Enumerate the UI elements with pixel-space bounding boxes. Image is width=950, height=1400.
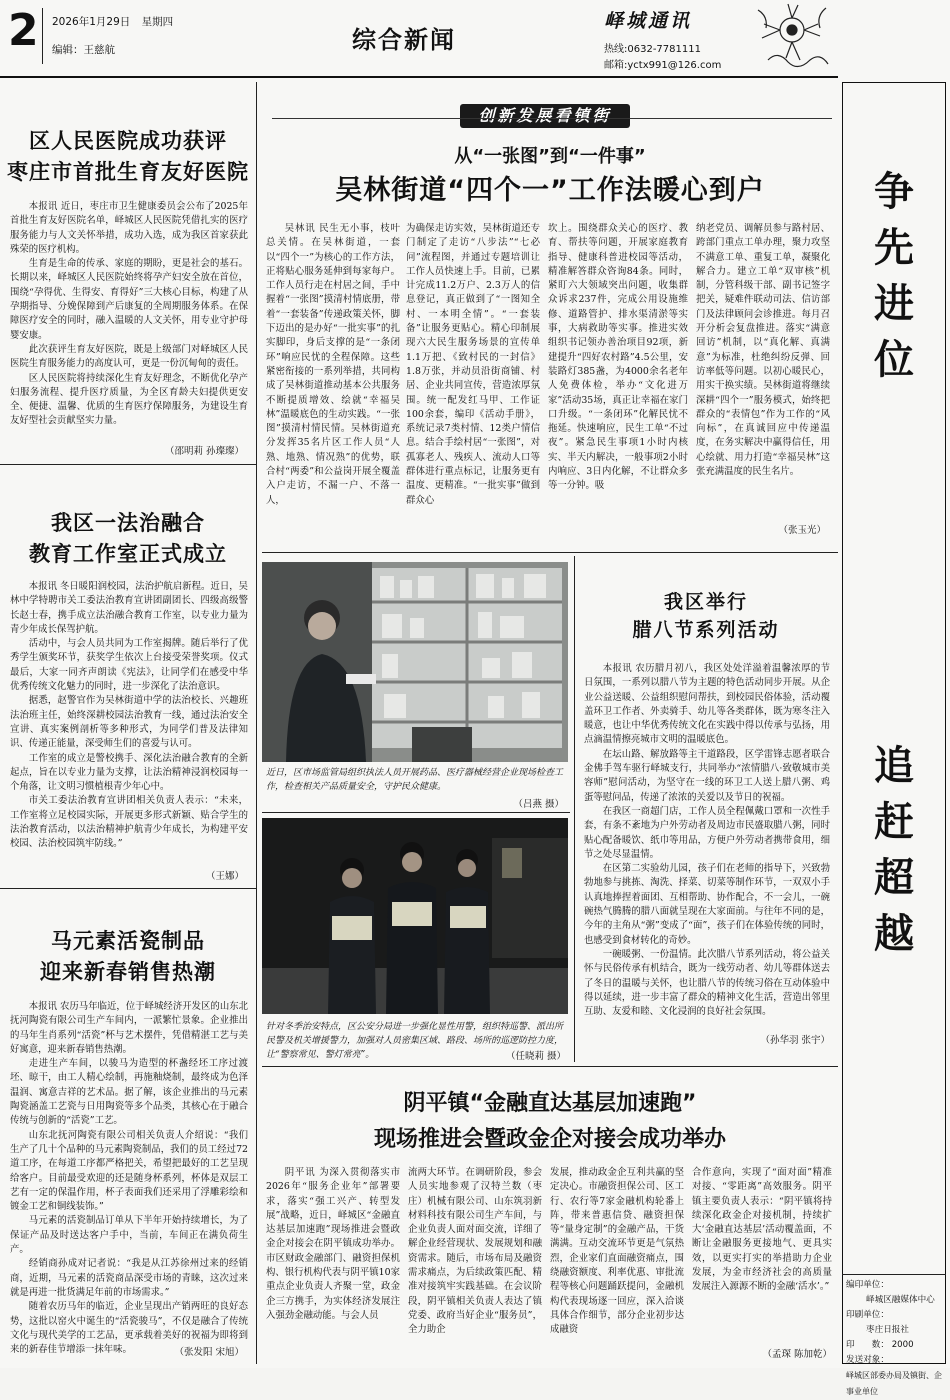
flower-ornament	[748, 0, 834, 74]
info-value-editor: 峄城区融媒体中心	[866, 1295, 935, 1305]
article2-para5: 市关工委法治教育宣讲团相关负责人表示：“未来，工作室将立足校园实际，开展更多形式新颖、贴合学生的法治教育活动，以法治精神护航青少年成长，为构建平安校园、法治校园筑牢防线。”	[10, 795, 248, 850]
page-number: 2	[8, 5, 39, 56]
article3-para1: 本报讯 农历马年临近，位于峄城经济开发区的山东北抚河陶瓷有限公司生产车间内，一派繁忙景象。企业推出的马年生肖系列“活瓷”杯与艺术摆件，凭借精湛工艺与美好寓意，迎来新春销售热潮。	[10, 1001, 248, 1055]
banner-tag	[460, 104, 630, 128]
labaji-body	[584, 662, 830, 1018]
date-text: 2026年1月29日	[52, 16, 131, 28]
photo-police-patrol	[262, 818, 568, 1014]
labaji-title-line1: 我区举行	[663, 591, 748, 613]
editor-label: 编辑：王慈航	[52, 44, 115, 56]
article2-title	[6, 508, 250, 570]
info-rule	[842, 1274, 946, 1275]
info-value-printer: 枣庄日报社	[866, 1325, 909, 1335]
feature-byline: （张玉光）	[778, 525, 826, 536]
slogan-char-7: 超	[874, 855, 914, 901]
article3-title	[6, 926, 250, 988]
article1-para4: 区人民医院将持续深化生育友好理念，不断优化孕产妇服务流程、提升医疗质量，为全区育龄夫妇提供更安全、便捷、温馨、优质的生育医疗保障服务，为建设生育友好型社会贡献坚实力量。	[10, 372, 248, 427]
article1-rule	[0, 464, 256, 465]
photo1-rule	[262, 812, 570, 813]
labaji-title	[580, 588, 832, 644]
article1-para2: 生育是生命的传承、家庭的期盼，更是社会的基石。长期以来，峄城区人民医院始终将孕产妇安全放在首位，围绕“孕得优、生得安、育得好”三大核心目标，构建了从孕期指导、分娩保障到产后康复的全周期服务体系。在保障医疗安全的同时，融入温暖的人文关怀，用专业守护母婴安康。	[10, 258, 248, 341]
info-value-copies: 2000	[891, 1340, 914, 1350]
article2-para1: 本报讯 冬日暖阳润校园，法治护航启新程。近日，吴林中学特聘市关工委法治教育宣讲团副团长、四级高级警长赵士春，携手成立法治融合教育工作室，以专业力量为青少年成长保驾护航。	[10, 581, 248, 635]
labaji-para1: 本报讯 农历腊月初八，我区处处洋溢着温馨浓厚的节日氛围，一系列以腊八节为主题的特色活动同步开展。从企业公益送暖、公益组织慰问帮扶，到校园民俗体验，活动覆盖环卫工作者、外卖骑手、幼儿等各类群体，既为寒冬注入暖意，也让中华优秀传统文化在实践中得以传承与弘扬，用点滴温情擦亮城市文明的温暖底色。	[584, 663, 830, 746]
yinping-title-line2: 现场推进会暨政金企对接会成功举办	[373, 1127, 726, 1152]
article2-title-line2: 教育工作室正式成立	[29, 542, 227, 566]
photo1-caption	[266, 766, 566, 796]
slogan-char-1: 争	[874, 169, 914, 215]
email: 邮箱:yctx991@126.com	[604, 60, 722, 71]
feature-title: 吴林街道“四个一”工作法暖心到户	[335, 175, 765, 206]
labaji-byline: （孙华羽 张宇）	[760, 1035, 830, 1046]
labaji-para5: 一碗暖粥、一份温情。此次腊八节系列活动，将公益关怀与民俗传承有机结合，既为一线劳动者、幼儿等群体送去了冬日的温暖与关怀，也让腊八节的传统习俗在互动体验中得以延续，进一步丰富了群众的精神文化生活，营造出邻里互助、友爱和睦、文化浸润的良好社会氛围。	[584, 948, 830, 1018]
photo1-credit: （吕燕 摄）	[513, 799, 564, 810]
article3-para6: 随着农历马年的临近，企业呈现出产销两旺的良好态势，这批以窑火中诞生的“活瓷骏马”，不仅是融合了传统文化与现代美学的工艺品，更承载着美好的祝福为即将到来的新春佳节增添一抹年味。	[10, 1301, 248, 1356]
feature-col2: 为确保走访实效，吴林街道还专门制定了走访“八步法”“七必问”流程图，并通过专题培训让工作人员快速上手。目前，已累计完成11.2万户、2.3万人的信息登记，真正做到了“一图知全村、一本明全情”。“一套装备”让服务更贴心。精心印制展现六大民生服务场景的宣传单1.1万把、《致村民的一封信》1.8万张，并动员沿街商铺、村居、企业共同宣传，营造浓厚氛围。统一配发红马甲、工作证100余套，编印《活动手册》，系统记录7类村情、12类户情信息。结合手绘村居“一张图”，对孤寡老人、残疾人、流动人口等群体进行重点标记，让服务更有温度、更精准。“一批实事”做到群众心	[406, 223, 540, 506]
weekday-text: 星期四	[141, 16, 174, 28]
article2-rule	[0, 888, 256, 889]
photo-column-rule	[574, 556, 575, 1062]
banner-rule	[272, 118, 832, 119]
hotline: 热线:0632-7781111	[604, 44, 701, 55]
yinping-col2: 流两大环节。在调研阶段，参会人员实地参观了汉特兰数（枣庄）机械有限公司、山东筑羽新材料科技有限公司生产车间，与企业负责人面对面交流，详细了解企业经营现状、发展规划和融资需求。随后，市场布局及融资需求痛点，为后续政策匹配、精准对接筑牢实践基础。在会议阶段，阴平镇相关负责人表达了镇党委、政府当好企业“服务员”，全力助企	[408, 1167, 542, 1336]
labaji-title-line2: 腊八节系列活动	[632, 619, 780, 641]
slogan-group1	[842, 164, 946, 388]
info-label-recipients: 发送对象：	[846, 1355, 889, 1365]
info-row-editor	[846, 1278, 944, 1308]
article3-title-line2: 迎来新春销售热潮	[40, 960, 216, 984]
banner-tag-text: 创新发展看镇街	[478, 106, 612, 125]
article1-body	[10, 200, 248, 436]
publisher-info	[846, 1278, 944, 1400]
section-title: 综合新闻	[352, 26, 456, 54]
article2-title-line1: 我区一法治融合	[51, 511, 205, 535]
labaji-para4: 在区第二实验幼儿园，孩子们在老师的指导下，兴致勃勃地参与挑拣、淘洗、择菜、切菜等制作环节，一双双小手认真地捧捏着面团、互相帮助、协作配合，不一会儿，一碗碗热气腾腾的腊八面就呈现在大家面前。与往年不同的是，今年的主角从“粥”变成了“面”，孩子们在体验传统的同时，也感受到食材转化的奇妙。	[584, 863, 830, 946]
feature-col3: 坎上。围绕群众关心的医疗、教育、帮扶等问题，开展家庭教育指导、健康科普进校园等活动，精准解答群众咨询84条。同时，紧盯六大领域突出问题，收集群众诉求237件，完成公用设施维修、道路管护、排水渠清淤等实事，大病救助等实事。推进实效组织书记领办善治项目92项，新建提升“四好农村路”4.5公里，安装路灯385盏，为4000余名老年人免费体检，举办“文化进万家”活动35场，真正让幸福在家门口升级。“一条闭环”化解民忧不拖延。快速响应，民生工单“不过夜”。紧急民生事项1小时内核实、半天内解决，一般事项2小时内响应、3日内化解，不让群众多等一分钟。吸	[548, 223, 688, 492]
slogan-char-5: 追	[874, 743, 914, 789]
photo2-caption-text: 针对冬季治安特点，区公安分局进一步强化显性用警，组织特巡警、派出所民警及机关增援警力，加强对人员密集区域、路段、场所的巡逻防控力度，让“警察常见、警灯常亮”。	[266, 1022, 564, 1060]
photo-pharmacy-inspection	[262, 562, 568, 762]
article3-byline: （张发阳 宋旭）	[174, 1347, 244, 1358]
article1-title	[6, 126, 250, 188]
masthead-divider	[42, 8, 43, 64]
info-value-recipients: 峄城区部委办局及镇街、企事业单位	[846, 1371, 942, 1396]
masthead-rule	[0, 76, 838, 78]
yinping-col4: 合作意向，实现了“面对面”精准对接、“零距离”高效服务。阴平镇主要负责人表示：“阴平镇将持续深化政金企对接机制，持续扩大‘金融直达基层’活动覆盖面，不断让金融服务更接地气、更具实效，以更实打实的举措助力企业发展，为金市经济社会的高质量发展注入源源不断的金融‘活水’。”	[692, 1167, 832, 1293]
article2-byline: （王娜）	[205, 871, 244, 882]
feature-col4: 纳老党员、调解员参与路村居、跨部门重点工单办理，聚力攻坚不满意工单、重复工单，凝聚化解合力。建立工单“双审核”机制，分管科级干部、副书记签字把关，疑难件联动司法、信访部门及法律顾问会诊推进。每月召开分析会复盘推进。落实“满意回访”机制，以“真化解、真满意”为标准，杜绝纠纷反弹、回访率低等问题。以初心暖民心，用实干换实绩。吴林街道将继续深耕“四个一”服务模式，始终把群众的“表情包”作为工作的“风向标”，在真诚回应中传递温度，在务实解决中赢得信任，用心绘就、用力打造“幸福吴林”这张充满温度的民生名片。	[696, 223, 830, 478]
yinping-col3: 发展，推动政金企互利共赢的坚定决心。市融资担保公司、区工行、农行等7家金融机构轮番上阵，带来普惠信贷、融资担保等“量身定制”的金融产品，干货满满。互动交流环节更是气氛热烈，企业家们直面融资痛点，围绕融资额度、利率优惠、审批流程等核心问题踊跃提问，金融机构代表现场逐一回应，深入洽谈具体合作细节，部分企业初步达成融资	[550, 1167, 684, 1336]
article2-para3: 据悉，赵警官作为吴林街道中学的法治校长、兴趣班法治班主任，始终深耕校园法治教育一线，通过法治安全宣讲、真实案例剖析等多种形式，为同学们普及法律知识、传递正能量，深受师生们的喜爱与认可。	[10, 695, 248, 750]
yinping-col1: 阴平讯 为深入贯彻落实市2026年“服务企业年”部署要求，落实“强工兴产、转型发展”战略，近日，峄城区“金融直达基层加速跑”现场推进会暨政金企对接会在阴平镇成功举办。市区财政金融部门、融资担保机构、银行机构代表与阴平镇10家重点企业负责人齐聚一堂，政金企三方携手，为实体经济发展注入强劲金融动能。与会人员	[266, 1167, 400, 1321]
article3-para5: 经销商孙成对记者说：“我是从江苏徐州过来的经销商，近期，马元素的活瓷商品深受市场的青睐，这次过来就是再进一批货满足年前的市场需求。”	[10, 1258, 248, 1298]
info-row-printer	[846, 1308, 944, 1338]
feature-rule	[262, 552, 838, 553]
issue-date	[52, 14, 173, 29]
yinping-byline: （孟琛 陈加乾）	[762, 1349, 832, 1360]
yinping-title	[262, 1086, 838, 1158]
slogan-char-3: 进	[874, 281, 914, 327]
info-label-printer: 印刷单位：	[846, 1310, 889, 1320]
article2-para4: 工作室的成立是警校携手、深化法治融合教育的全新起点，旨在以专业力量为支撑，让法治精神浸润校园每一个角落，让文明习惯植根青少年心中。	[10, 752, 248, 793]
slogan-char-4: 位	[874, 337, 914, 383]
labaji-para3: 在我区一商超门店，工作人员全程佩戴口罩和一次性手套，有条不紊地为户外劳动者及周边市民盛取腊八粥，同时贴心配备暖饮、纸巾等用品，方便户外劳动者携带食用，细节之处尽显温情。	[584, 805, 830, 860]
feature-col1: 吴林讯 民生无小事，枝叶总关情。在吴林街道，一套以“四个一”为核心的工作方法，正将贴心服务延伸到每家每户。工作人员行走在村居之间，手中握着“一张图”摸清村情底册，带着“一套装备”传递政策关怀，脚下迈出的是办好“一批实事”的扎实脚印，身后支撑的是“一条闭环”响应民忧的全程保障。这些紧密衔接的一系列举措，共同构成了吴林街道推动基本公共服务不断提质增效、绘就“幸福吴林”温暖底色的生动实践。“一张图”摸清村情民情。吴林街道充分发挥35名片区工作人员“人熟、地熟、情况熟”的优势，联合村“两委”和公益岗开展全覆盖入户走访，不漏一户、不落一人，	[266, 223, 400, 506]
labaji-para2: 在坛山路、解放路等主干道路段，区学雷锋志愿者联合金佛手驾车驱行峄城支行，共同举办“浓情腊八·致敬城市美容师”慰问活动，为坚守在一线的环卫工人送上腊八粥、鸡蛋等慰问品，传递了浓浓的关爱以及节日的祝福。	[584, 748, 830, 803]
info-label-copies: 印 数：	[846, 1340, 889, 1350]
info-row-recipients	[846, 1353, 944, 1400]
article3-para2: 走进生产车间，以骏马为造型的杯盏经坯工序过渡坯、晾干，由工人精心绘制，再施釉烧制，最终成为色泽温润、寓意吉祥的艺术品。据了解，该企业推出的马元素陶瓷涵盖工艺瓷与日用陶瓷等多个品类，其核心在于融合传统与创新的“活瓷”工艺。	[10, 1058, 248, 1127]
article1-title-line2: 枣庄市首批生育友好医院	[7, 160, 249, 184]
slogan-group2	[842, 738, 946, 962]
info-label-editor: 编印单位：	[846, 1280, 889, 1290]
article1-para1: 本报讯 近日，枣庄市卫生健康委员会公布了2025年首批生育友好医院名单，峄城区人民医院凭借扎实的医疗服务能力与人文关怀举措，成功入选，成为我区首家获此殊荣的医疗机构。	[10, 201, 248, 255]
article1-para3: 此次获评生育友好医院，既是上级部门对峄城区人民医院生育服务能力的高度认可，更是一份沉甸甸的责任。	[10, 343, 248, 370]
labaji-rule	[262, 1066, 838, 1067]
article1-byline: （邵明莉 孙璨璨）	[164, 446, 244, 457]
article3-para3: 山东北抚河陶瓷有限公司相关负责人介绍说：“我们生产了几十个品种的马元素陶瓷制品，我们的员工经过72道工序，在每道工序都严格把关，希望把最好的工艺呈现给客户。目前最受欢迎的还是随身杯系列，杯体是双层工艺有一定的保温作用，杯子表面我们还采用了浮雕彩绘和镀金工艺和铜线装饰。”	[10, 1129, 248, 1213]
slogan-char-2: 先	[874, 225, 914, 271]
slogan-char-8: 越	[874, 911, 914, 957]
article2-para2: 活动中，与会人员共同为工作室揭牌。随后举行了优秀学生颁奖环节，获奖学生依次上台接受荣誉奖项。仪式最后，大家一同齐声朗读《宪法》，让同学们在感受中华优秀传统文化魅力的同时，进一步深化了法治意识。	[10, 638, 248, 693]
slogan-char-6: 赶	[874, 799, 914, 845]
yinping-title-line1: 阴平镇“金融直达基层加速跑”	[403, 1091, 697, 1116]
photo1-caption-text: 近日，区市场监管局组织执法人员开展药品、医疗器械经营企业现场检查工作，检查相关产品质量安全，守护民众健康。	[266, 768, 564, 792]
article2-body	[10, 580, 248, 862]
left-column-rule	[256, 82, 257, 1364]
article1-title-line1: 区人民医院成功获评	[29, 129, 227, 153]
photo2-credit: （任晓莉 摄）	[505, 1051, 566, 1062]
info-row-copies	[846, 1338, 944, 1353]
article3-title-line1: 马元素活瓷制品	[51, 929, 205, 953]
feature-subtitle: 从“一张图”到“一件事”	[454, 146, 646, 167]
article3-para4: 马元素的活瓷制品订单从下半年开始持续增长，为了保证产品及时送达客户手中，当前，车间正在满负荷生产。	[10, 1215, 248, 1256]
paper-name: 峄城通讯	[604, 10, 693, 32]
